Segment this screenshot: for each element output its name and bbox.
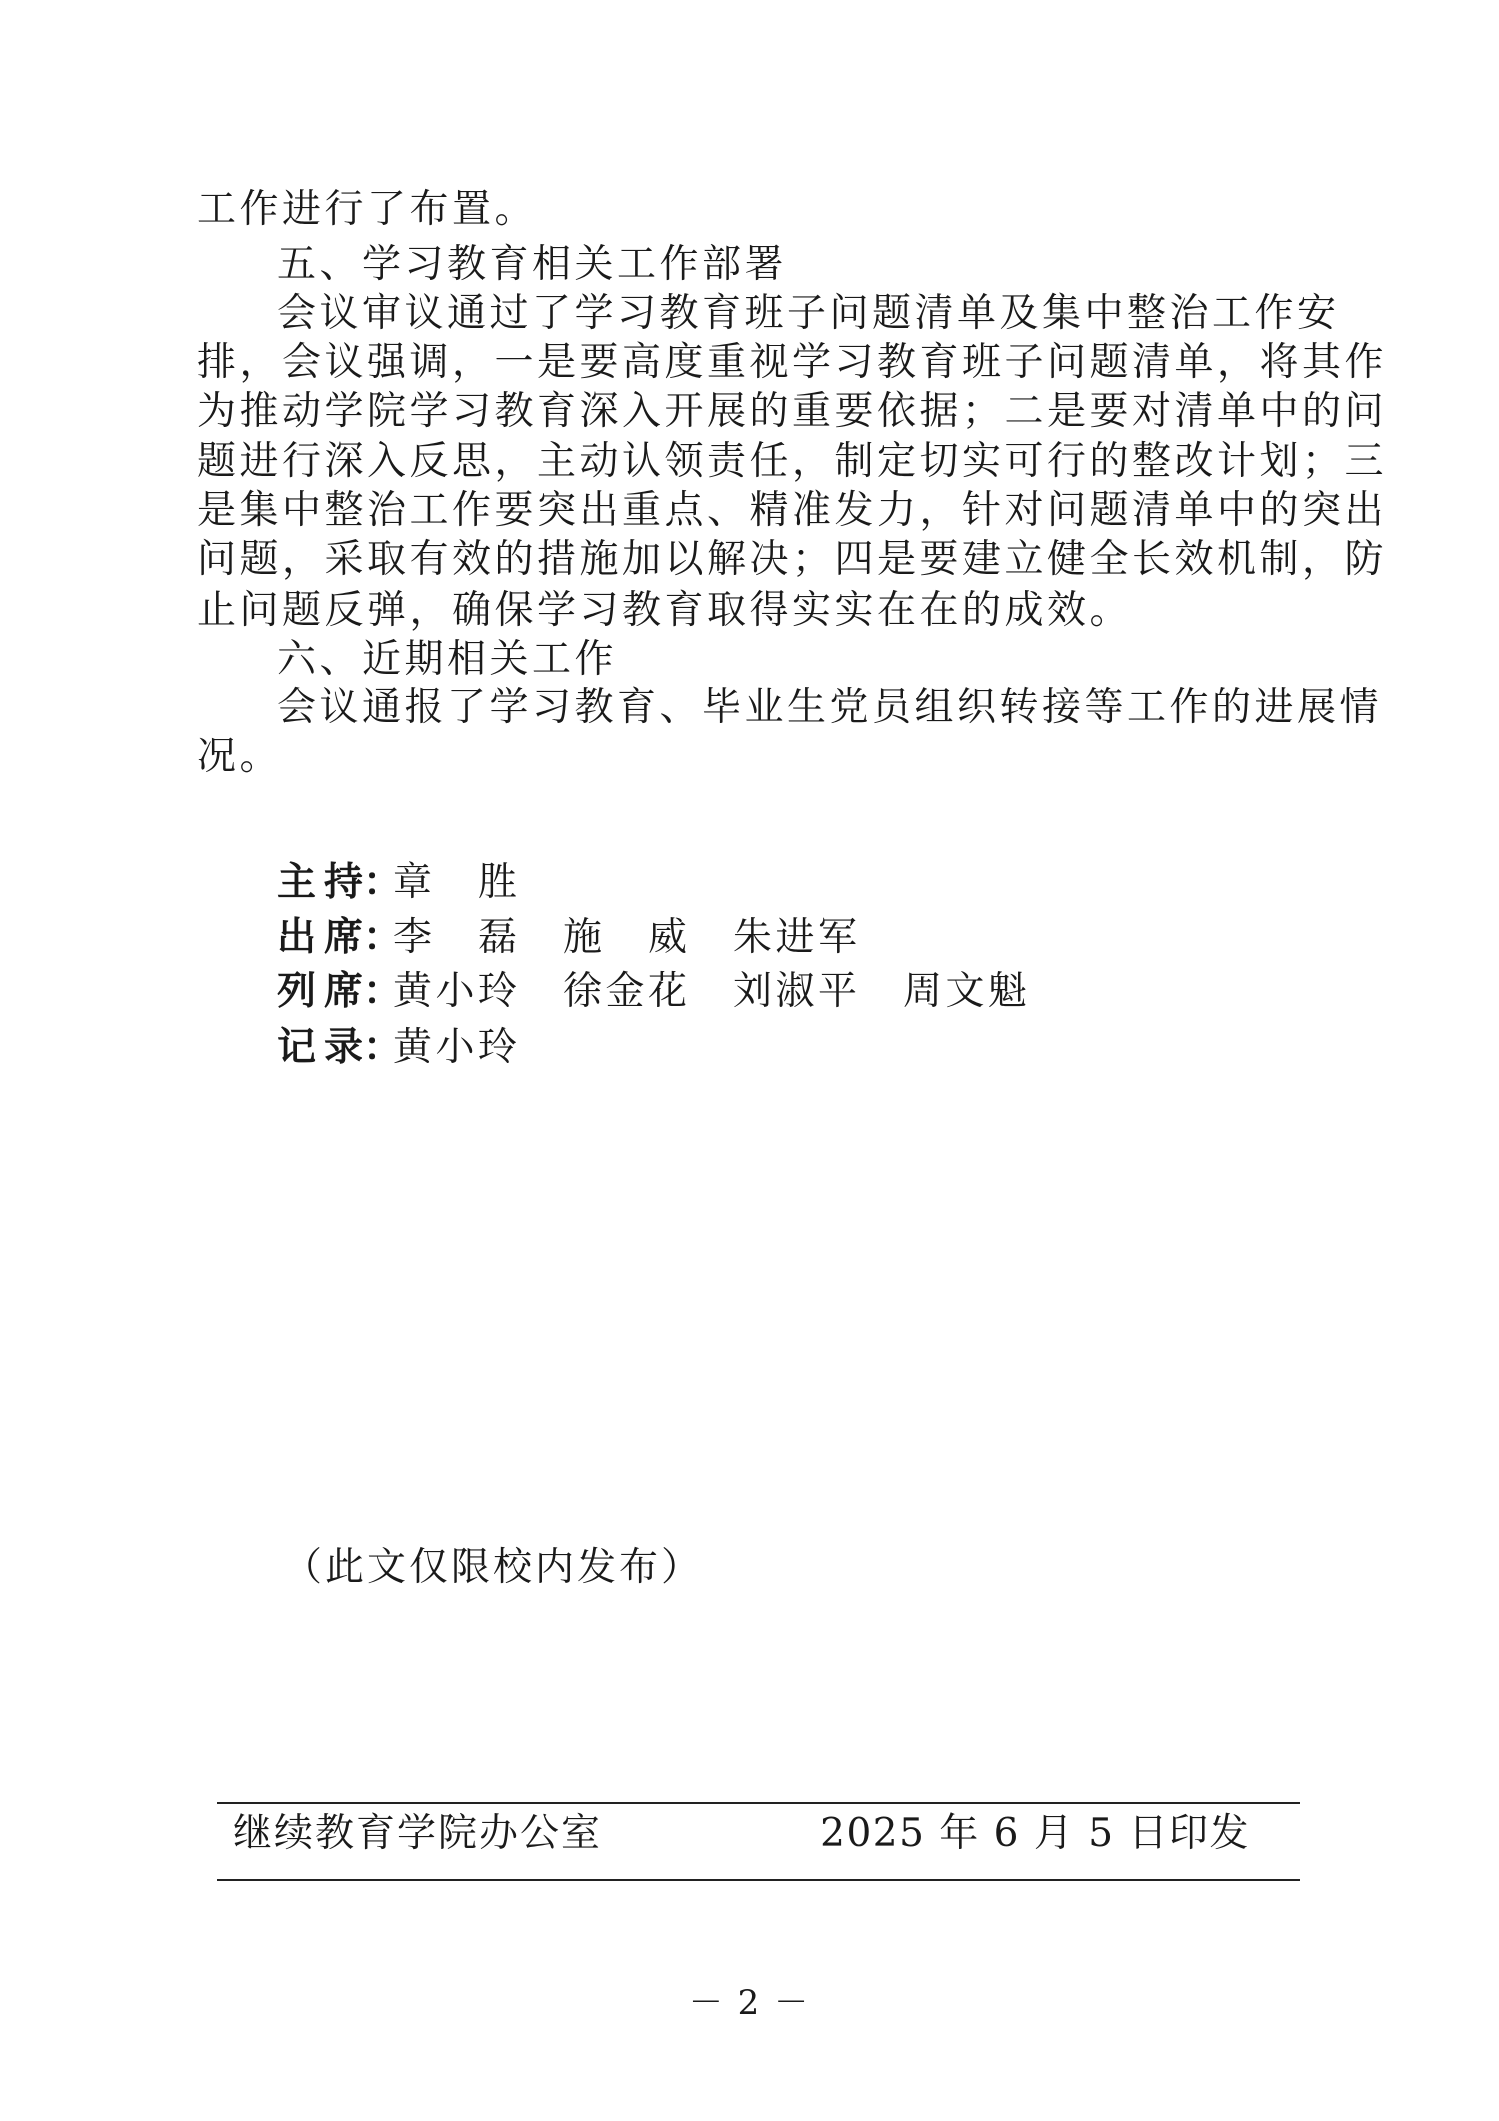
paragraph-5-line: 问题，采取有效的措施加以解决；四是要建立健全长效机制，防 xyxy=(197,537,1388,582)
attendance-colon: ： xyxy=(363,860,403,905)
attendance-attending xyxy=(277,967,1031,1017)
page-number: － 2 － xyxy=(688,1983,811,2023)
attendance-label: 记录 xyxy=(277,1025,363,1070)
section-heading-5: 五、学习教育相关工作部署 xyxy=(277,242,788,287)
footer-issue-line xyxy=(217,1806,1300,1862)
attendance-label: 主持 xyxy=(277,860,363,905)
attendance-colon: ： xyxy=(363,969,403,1014)
paragraph-5-line: 题进行深入反思，主动认领责任，制定切实可行的整改计划；三 xyxy=(197,439,1388,484)
paragraph-6-line: 会议通报了学习教育、毕业生党员组织转接等工作的进展情 xyxy=(277,685,1383,730)
issuer-name: 继续教育学院办公室 xyxy=(233,1811,603,1856)
attendance-label: 列席 xyxy=(277,969,363,1014)
paragraph-5-line: 止问题反弹，确保学习教育取得实实在在的成效。 xyxy=(197,588,1133,633)
attendance-present xyxy=(277,913,861,963)
paragraph-continuation: 工作进行了布置。 xyxy=(197,187,538,232)
attendance-colon: ： xyxy=(363,1025,403,1070)
issue-date: 2025 年 6 月 5 日印发 xyxy=(820,1811,1250,1856)
circulation-note: （此文仅限校内发布） xyxy=(283,1545,704,1590)
paragraph-6-line: 况。 xyxy=(197,734,283,779)
attendance-host xyxy=(277,858,521,908)
paragraph-5-line: 排，会议强调，一是要高度重视学习教育班子问题清单，将其作 xyxy=(197,340,1388,385)
paragraph-5-line: 为推动学院学习教育深入开展的重要依据；二是要对清单中的问 xyxy=(197,389,1388,434)
paragraph-5-line: 是集中整治工作要突出重点、精准发力，针对问题清单中的突出 xyxy=(197,488,1388,533)
footer-top-rule xyxy=(217,1802,1300,1804)
section-heading-6: 六、近期相关工作 xyxy=(277,637,618,682)
paragraph-5-line: 会议审议通过了学习教育班子问题清单及集中整治工作安 xyxy=(277,291,1340,336)
attendance-colon: ： xyxy=(363,915,403,960)
attendance-value: 李 磊 施 威 朱进军 xyxy=(393,915,861,960)
attendance-value: 黄小玲 xyxy=(393,1025,521,1070)
attendance-value: 黄小玲 徐金花 刘淑平 周文魁 xyxy=(393,969,1031,1014)
footer-bottom-rule xyxy=(217,1879,1300,1881)
attendance-recorder xyxy=(277,1023,521,1073)
attendance-value: 章 胜 xyxy=(393,860,521,905)
attendance-label: 出席 xyxy=(277,915,363,960)
